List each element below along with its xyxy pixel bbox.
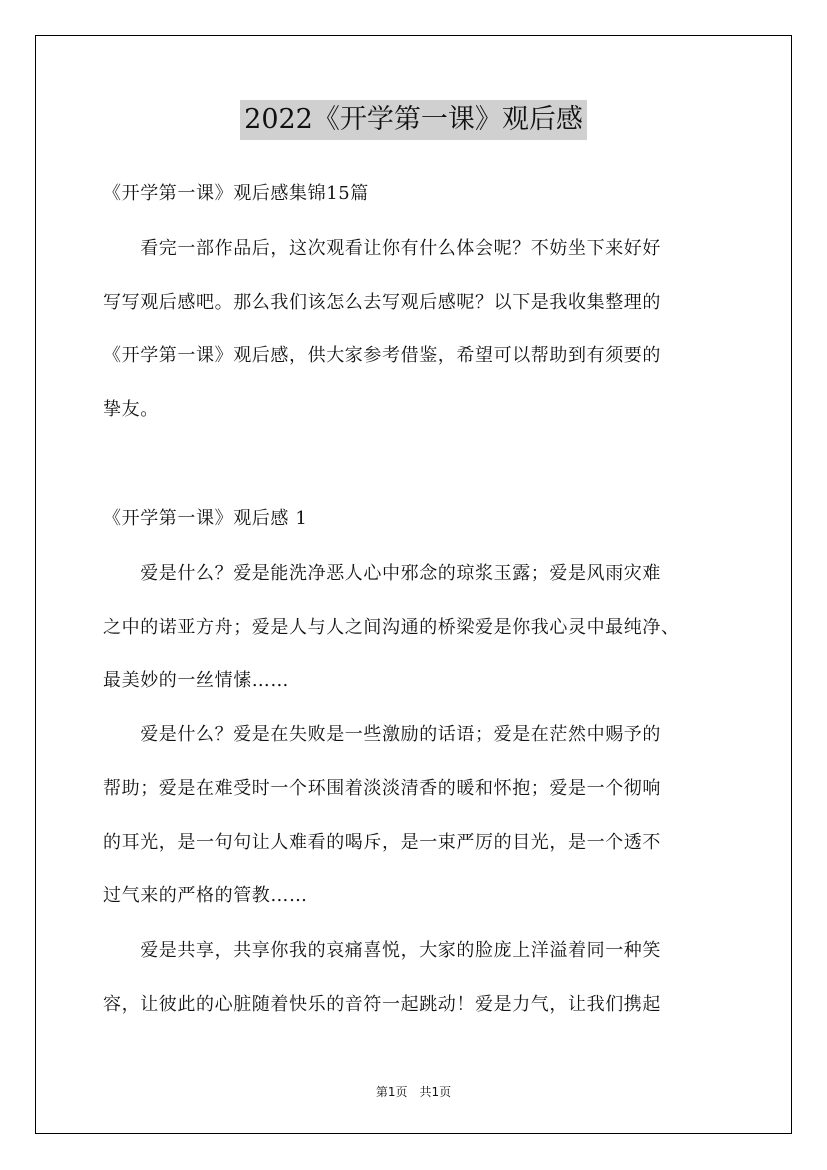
body-line: 爱是共享，共享你我的哀痛喜悦，大家的脸庞上洋溢着同一种笑	[103, 940, 661, 961]
body-line: 容，让彼此的心脏随着快乐的音符一起跳动！爱是力气，让我们携起	[103, 994, 661, 1015]
body-line: 过气来的严格的管教……	[103, 885, 308, 906]
document-title: 2022《开学第一课》观后感	[240, 100, 587, 140]
page-footer: 第1页 共1页	[375, 1085, 452, 1099]
body-line: 最美妙的一丝情愫……	[103, 670, 289, 691]
body-line: 的耳光，是一句句让人难看的喝斥，是一束严厉的目光，是一个透不	[103, 832, 661, 853]
body-line: 之中的诺亚方舟；爱是人与人之间沟通的桥梁爱是你我心灵中最纯净、	[103, 617, 680, 638]
body-line: 爱是什么？爱是在失败是一些激励的话语；爱是在茫然中赐予的	[103, 724, 661, 745]
title-container	[0, 100, 827, 140]
section-heading: 《开学第一课》观后感 1	[103, 508, 308, 529]
intro-line: 写写观后感吧。那么我们该怎么去写观后感呢？以下是我收集整理的	[103, 292, 661, 313]
intro-line: 看完一部作品后，这次观看让你有什么体会呢？不妨坐下来好好	[103, 238, 661, 259]
intro-line: 《开学第一课》观后感，供大家参考借鉴，希望可以帮助到有须要的	[103, 345, 661, 366]
body-line: 爱是什么？爱是能洗净恶人心中邪念的琼浆玉露；爱是风雨灾难	[103, 563, 661, 584]
document-subtitle: 《开学第一课》观后感集锦15篇	[103, 183, 369, 204]
intro-line: 挚友。	[103, 399, 159, 420]
body-line: 帮助；爱是在难受时一个环围着淡淡清香的暖和怀抱；爱是一个彻响	[103, 778, 661, 799]
